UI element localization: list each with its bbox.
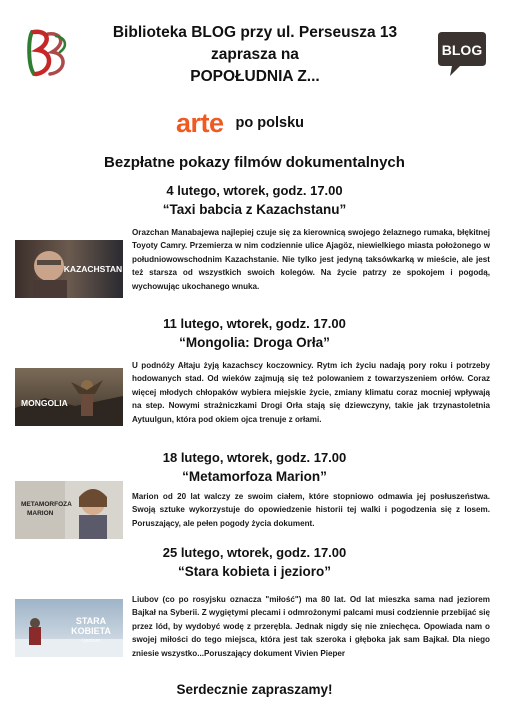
film-title: “Taxi babcia z Kazachstanu” [162, 202, 347, 217]
closing-text: Serdecznie zapraszamy! [176, 682, 333, 697]
film-3-description: Marion od 20 lat walczy ze swoim ciałem, które stopniowo odmawia jej posłuszeństwa. Swoją sztuke wykorzystuje do opowiedzenie historii tej walki i pogodzenia się z losem. Poruszający, ale pełen pogody życia dokument. [132, 492, 490, 528]
film-2-thumbnail [15, 368, 123, 426]
film-1 [0, 181, 509, 219]
film-4-thumbnail [15, 599, 123, 657]
library-logo-icon [26, 26, 72, 80]
film-1-description: Orazchan Manabajewa najlepiej czuje się za kierownicą swojego żelaznego rumaka, błękitnej Toyoty Camry. Przemierza w nim codziennie ulice Ajagöz, niewielkiego miasta położonego w południowowschodnim Kazachstanie. Nie tylko jest jedyną taksówkarką w mieście, ale jest też starsza od wszystkich swoich kolegów. Na życie patrzy ze spokojem i pogodą, wychowując ukochanego wnuka. [132, 228, 490, 291]
film-2 [0, 314, 509, 352]
film-1-thumbnail [15, 240, 123, 298]
film-date: 11 lutego, wtorek, godz. 17.00 [163, 316, 346, 331]
arte-brand [176, 108, 305, 138]
film-4-thumb-title-2: KOBIETA [71, 626, 111, 636]
film-3-thumb-title-2: MARION [27, 510, 54, 517]
film-4-description: Liubov (co po rosyjsku oznacza "miłość") ma 80 lat. Od lat mieszka sama nad jeziorem Bajkał na Syberii. Z wygiętymi plecami i odmrożonymi palcami musi codziennie przebijać się przez lód, by wydobyć wodę z przerębla. Jednak nigdy się nie zniechęca. Opowiada nam o swojej miłości do tego miejsca, która jest tak szeroka i głęboka jak sam Bajkał. Dla niego zniesie wszystko...Poruszający dokument Vivien Pieper [132, 595, 490, 658]
film-4-thumb-title-1: STARA [75, 616, 107, 626]
arte-logo: arte [176, 108, 224, 138]
header-line-3: POPOŁUDNIA Z... [190, 68, 320, 85]
arte-subtitle: po polsku [235, 115, 305, 131]
film-2-thumb-title: MONGOLIA [21, 398, 68, 408]
film-4 [0, 543, 509, 581]
main-title: Bezpłatne pokazy filmów dokumentalnych [104, 154, 405, 171]
header-line-1: Biblioteka BLOG przy ul. Perseusza 13 [112, 24, 398, 41]
header-line-2: zaprasza na [211, 46, 299, 63]
film-title: “Mongolia: Droga Orła” [179, 335, 330, 350]
blog-logo [436, 28, 488, 80]
film-date: 25 lutego, wtorek, godz. 17.00 [162, 545, 347, 560]
film-2-description: U podnóży Ałtaju żyją kazachscy koczownicy. Rytm ich życiu nadają pory roku i potrzeby hodowanych stad. Od wieków zajmują się też polowaniem z towarzyszeniem orłów. Coraz więcej młodych chłopaków wybiera miejskie życie, zmiany klimatu coraz mocniej wpływają na step. Nowymi strażniczkami Drogi Orła stają się dziewczyny, takie jak trzynastoletnia Aytuulgun, która pod okiem ojca trenuje z orłami. [132, 361, 490, 424]
film-1-thumb-title: KAZACHSTAN [63, 264, 123, 274]
film-date: 18 lutego, wtorek, godz. 17.00 [162, 450, 347, 465]
film-3-thumbnail [15, 481, 123, 539]
film-title: “Metamorfoza Marion” [182, 469, 327, 484]
film-date: 4 lutego, wtorek, godz. 17.00 [166, 183, 343, 198]
header [80, 22, 430, 88]
film-3-thumb-title-1: METAMORFOZA [21, 501, 72, 508]
film-title: “Stara kobieta i jezioro” [177, 564, 332, 579]
blog-logo-text: BLOG [441, 42, 483, 58]
film-4-thumb-title-3: i jezioro [81, 638, 101, 644]
